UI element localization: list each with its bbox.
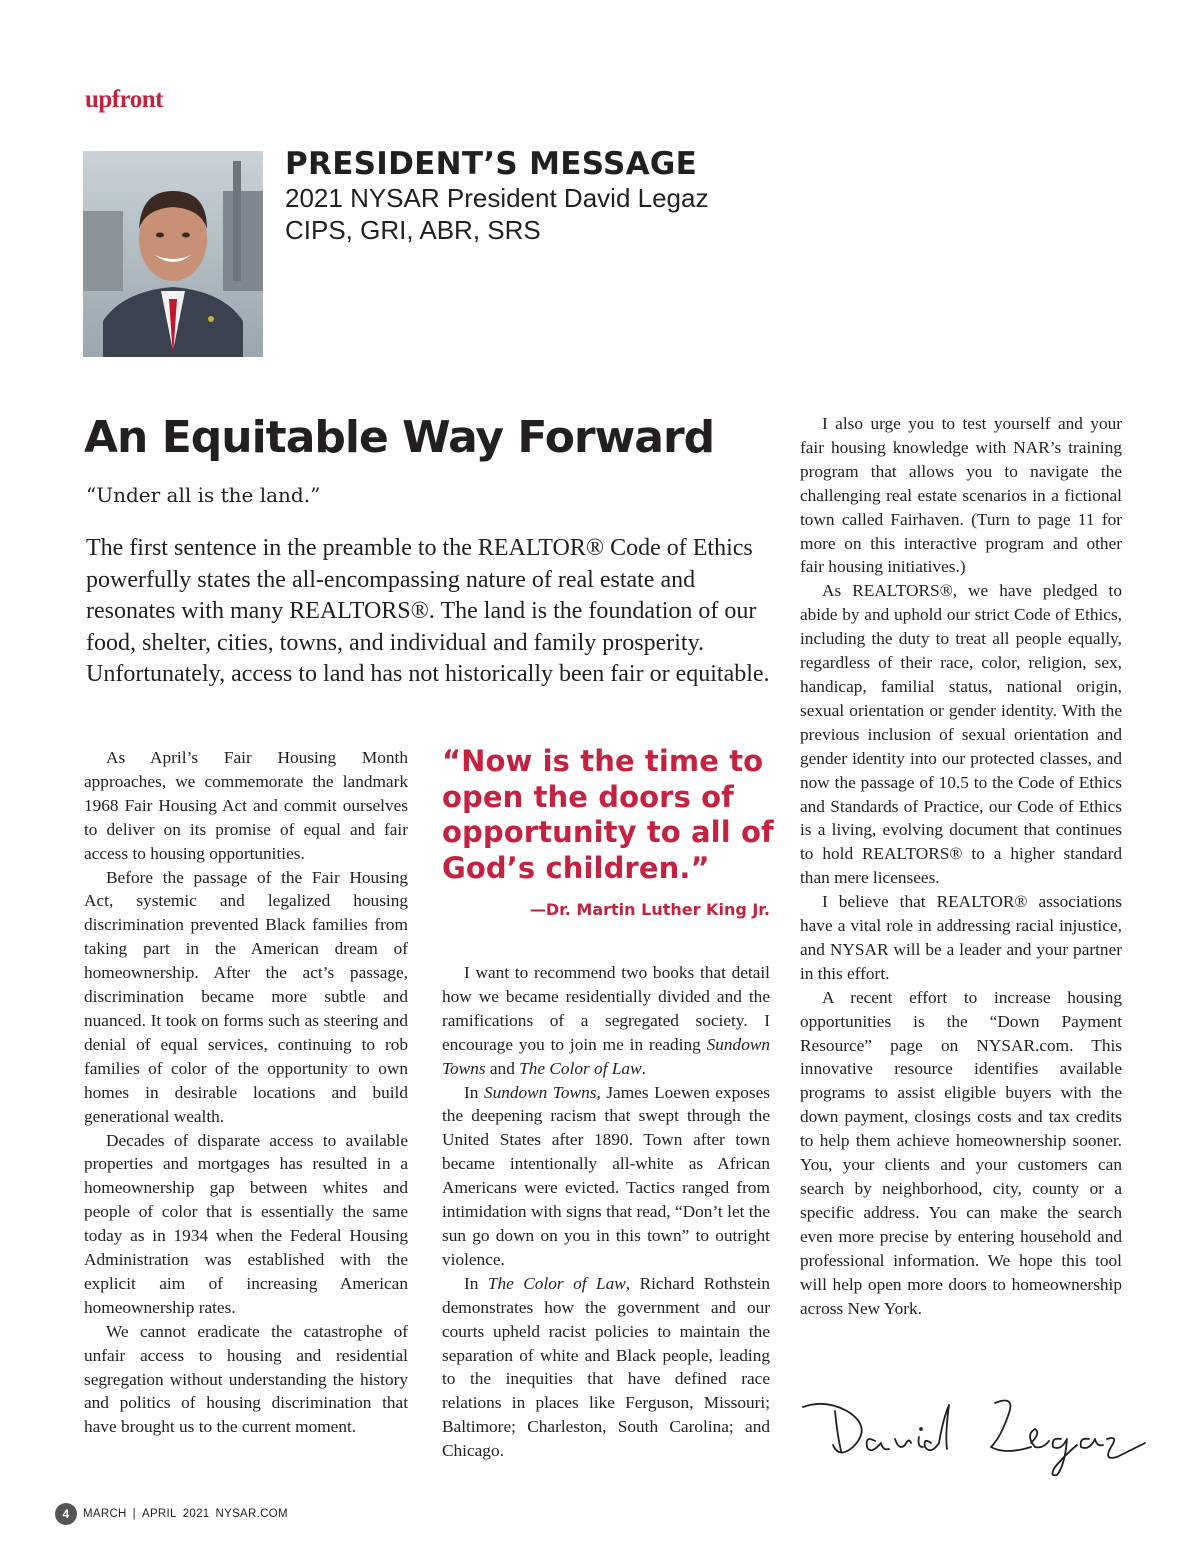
footer-site: NYSAR.COM (215, 1508, 288, 1520)
body-paragraph: Decades of disparate access to available properties and mortgages has resulted in a homeownership gap between whites and people of color that is essentially the same today as in 1934 when the Federal Housing Administration was established with the explicit aim of increasing American homeownership rates. (84, 1130, 408, 1317)
issue-month-a: MARCH (83, 1508, 127, 1520)
pull-quote-attribution: —Dr. Martin Luther King Jr. (529, 900, 770, 919)
article-column-2 (442, 961, 770, 1463)
body-paragraph: Before the passage of the Fair Housing Act, systemic and legalized housing discrimination prevented Black families from taking part in the American dream of homeownership. After the act’s passage, discrimination became more subtle and nuanced. It took on forms such as steering and denial of equal services, continuing to rob families of color of the opportunity to own homes in desirable locations and build generational wealth. (84, 867, 408, 1126)
header-title: PRESIDENT’S MESSAGE (285, 146, 698, 182)
body-paragraph: A recent effort to increase housing opportunities is the “Down Payment Resource” page on NYSAR.com. This innovative resource identifies available programs to assist eligible buyers with the down payment, closings costs and tax credits to help them achieve homeownership sooner. You, your clients and your customers can search by neighborhood, city, county or a specific address. You can make the search even more precise by entering household and professional information. We hope this tool will help open more doors to homeownership across New York. (800, 987, 1122, 1318)
article-intro: The first sentence in the preamble to the REALTOR® Code of Ethics powerfully states the all-encompassing nature of real estate and resonates with many REALTORS®. The land is the foundation of our food, shelter, cities, towns, and individual and family prosperity. Unfortunately, access to land has not historically been fair or equitable. (86, 535, 770, 688)
section-tag: upfront (85, 86, 164, 113)
article-epigraph: “Under all is the land.” (86, 483, 321, 507)
body-paragraph: I believe that REALTOR® associations have a vital role in addressing racial injustice, and NYSAR will be a leader and your partner in this effort. (800, 892, 1122, 983)
issue-year: 2021 (182, 1508, 210, 1520)
body-paragraph: As REALTORS®, we have pledged to abide by and uphold our strict Code of Ethics, including the duty to treat all people equally, regardless of their race, color, religion, sex, handicap, familial status, national origin, sexual orientation or gender identity. With the previous inclusion of sexual orientation and gender identity into our protected classes, and now the passage of 10.5 to the Code of Ethics and Standards of Practice, our Code of Ethics is a living, evolving document that continues to hold REALTORS® to a higher standard than mere licensees. (800, 581, 1122, 888)
text-run: , Richard Rothstein demonstrates how the government and our courts upheld racist policies to maintain the separation of white and Black people, leading to the inequities that have defined race relations in places like Ferguson, Missouri; Baltimore; Charleston, South Carolina; and Chicago. (442, 1273, 771, 1461)
book-title: Sundown Towns (483, 1082, 597, 1102)
book-title: Sundown Towns (442, 1034, 770, 1078)
header-credentials: CIPS, GRI, ABR, SRS (285, 215, 541, 245)
article-column-3 (800, 412, 1122, 1320)
issue-month-b: APRIL (141, 1508, 177, 1520)
page-number: 4 (55, 1503, 77, 1525)
header-block (285, 146, 885, 246)
article-headline: An Equitable Way Forward (84, 412, 715, 463)
pull-quote (442, 744, 782, 919)
footer-separator: | (132, 1508, 136, 1520)
text-run: In (464, 1082, 484, 1102)
body-paragraph: We cannot eradicate the catastrophe of unfair access to housing and residential segregation without understanding the history and politics of housing discrimination that have brought us to the current moment. (84, 1321, 408, 1437)
body-paragraph (442, 1081, 770, 1272)
page-footer (55, 1503, 288, 1525)
book-title: The Color of Law (519, 1058, 642, 1078)
body-paragraph: As April’s Fair Housing Month approaches, we commemorate the landmark 1968 Fair Housing Act and commit ourselves to deliver on its promise of equal and fair access to housing opportunities. (84, 748, 408, 863)
body-paragraph (442, 961, 770, 1081)
text-run: . (641, 1058, 646, 1078)
signature (795, 1385, 1155, 1485)
president-portrait (83, 151, 263, 357)
text-run: In (464, 1273, 488, 1293)
pull-quote-text: “Now is the time to open the doors of opportunity to all of God’s children.” (442, 744, 774, 885)
text-run: I want to recommend two books that detail how we became residentially divided and the ramifications of a segregated society. I encourage you to join me in reading (442, 963, 770, 1054)
article-column-1 (84, 746, 408, 1439)
text-run: and (485, 1058, 520, 1078)
book-title: The Color of Law (487, 1273, 626, 1293)
body-paragraph (442, 1272, 770, 1463)
body-paragraph: I also urge you to test yourself and your fair housing knowledge with NAR’s training program that allows you to navigate the challenging real estate scenarios in a fictional town called Fairhaven. (Turn to page 11 for more on this interactive program and other fair housing initiatives.) (800, 414, 1122, 577)
text-run: , James Loewen exposes the deepening racism that swept through the United States after 1890. Town after town became intentionally all-white as African Americans were evicted. Tactics ranged from intimidation with signs that read, “Don’t let the sun go down on you in this town” to outright violence. (442, 1082, 771, 1269)
header-president-name: 2021 NYSAR President David Legaz (285, 183, 709, 213)
